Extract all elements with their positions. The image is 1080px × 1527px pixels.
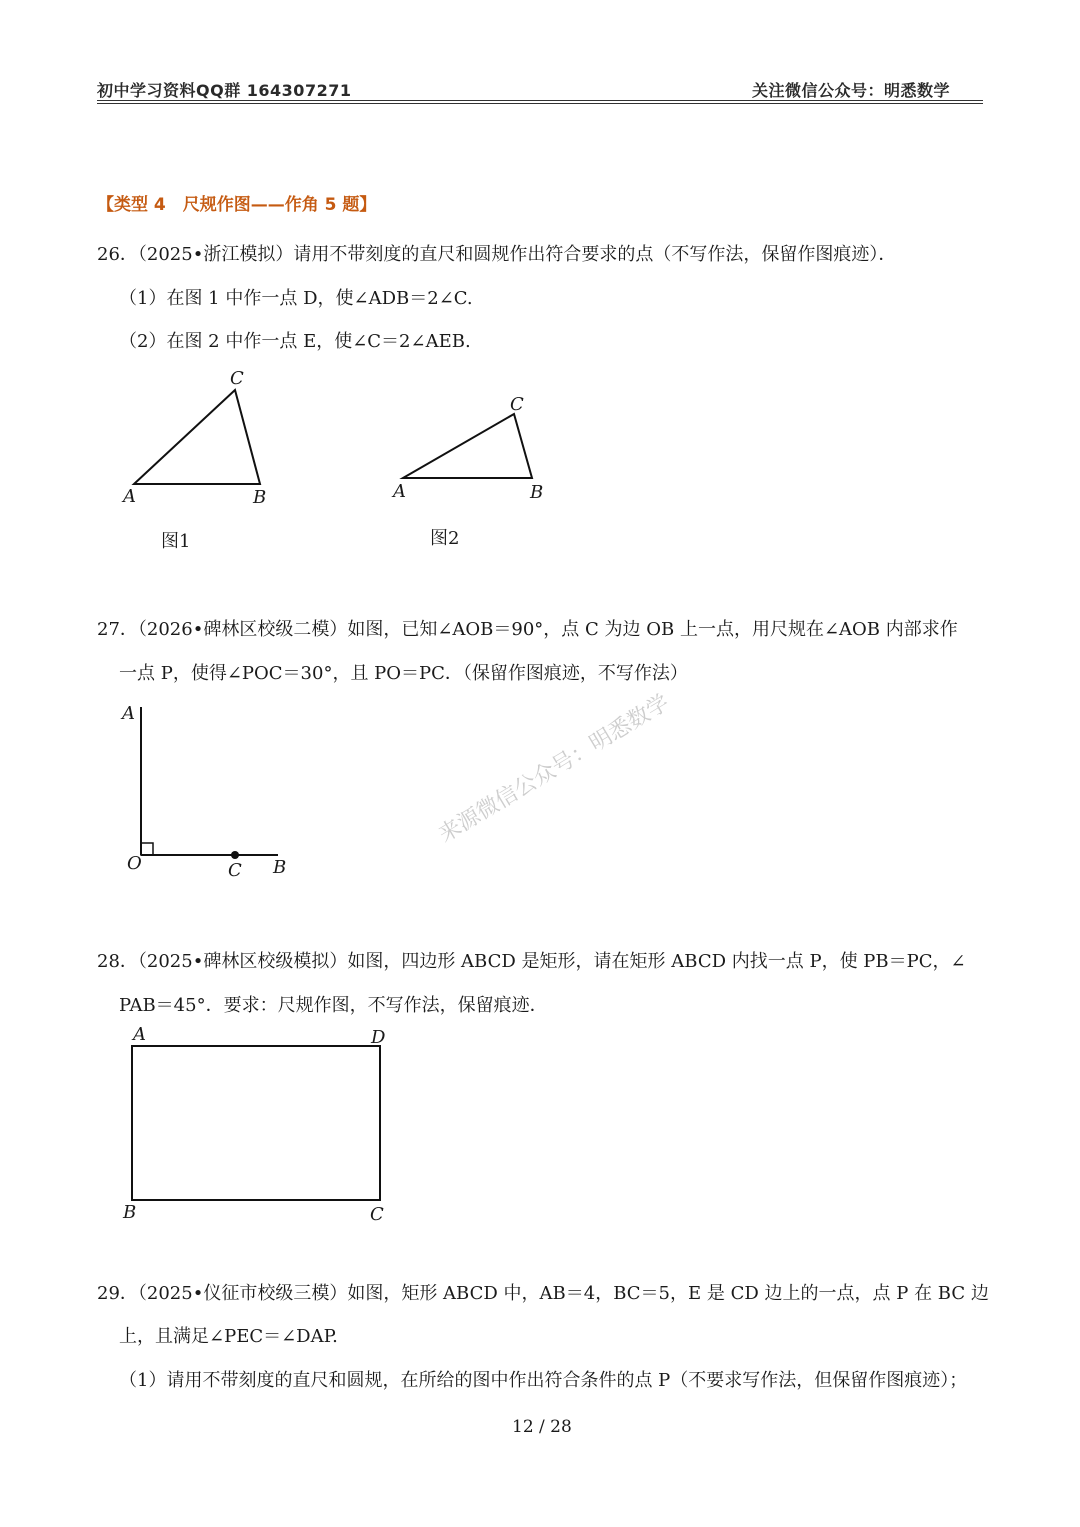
fig2-label-A: A (393, 481, 406, 502)
watermark: 来源微信公众号：明悉数学 (434, 690, 674, 848)
q28-label-C: C (370, 1204, 384, 1225)
section-title: 【类型 4 尺规作图——作角 5 题】 (97, 195, 377, 215)
q27-label-O: O (127, 853, 142, 874)
q26-part2: （2）在图 2 中作一点 E，使∠C＝2∠AEB. (119, 331, 471, 352)
q26-part1: （1）在图 1 中作一点 D，使∠ADB＝2∠C. (119, 288, 473, 309)
q28-label-D: D (371, 1027, 386, 1048)
fig2-caption: 图2 (430, 528, 460, 549)
q27-stem-line1: 27．（2026•碑林区校级二模）如图，已知∠AOB＝90°，点 C 为边 OB 上一点，用尺规在∠AOB 内部求作 (97, 619, 958, 640)
header-right: 关注微信公众号：明悉数学 (752, 81, 951, 100)
fig1-triangle (134, 390, 260, 484)
fig2-label-B: B (530, 482, 544, 503)
q27-label-B: B (273, 857, 287, 878)
fig1-caption: 图1 (161, 531, 191, 552)
q27-right-angle-mark (141, 843, 153, 855)
q28-stem-line2: PAB＝45°．要求：尺规作图，不写作法，保留痕迹． (119, 995, 548, 1016)
fig1-label-B: B (253, 487, 267, 508)
q27-label-A: A (122, 703, 135, 724)
q29-stem-line1: 29．（2025•仪征市校级三模）如图，矩形 ABCD 中，AB＝4，BC＝5，E 是 CD 边上的一点，点 P 在 BC 边 (97, 1283, 989, 1304)
q28-stem-line1: 28．（2025•碑林区校级模拟）如图，四边形 ABCD 是矩形，请在矩形 ABCD 内找一点 P，使 PB＝PC，∠ (97, 951, 966, 972)
fig2-triangle (403, 414, 532, 478)
q27-point-C (231, 851, 239, 859)
header-left: 初中学习资料QQ群 164307271 (97, 81, 352, 100)
q27-stem-line2: 一点 P，使得∠POC＝30°，且 PO＝PC．（保留作图痕迹，不写作法） (119, 663, 688, 684)
q28-rectangle (132, 1046, 380, 1200)
page-number: 12 / 28 (512, 1417, 572, 1437)
q29-stem-line2: 上，且满足∠PEC＝∠DAP. (119, 1326, 338, 1347)
fig2-label-C: C (510, 394, 524, 415)
q29-part1: （1）请用不带刻度的直尺和圆规，在所给的图中作出符合条件的点 P（不要求写作法，但保留作图痕迹）； (119, 1370, 968, 1391)
q28-label-A: A (133, 1024, 146, 1045)
fig1-label-A: A (123, 486, 136, 507)
fig1-label-C: C (230, 368, 244, 389)
q26-stem: 26．（2025•浙江模拟）请用不带刻度的直尺和圆规作出符合要求的点（不写作法，保留作图痕迹）． (97, 244, 897, 265)
q27-label-C: C (228, 860, 242, 881)
q28-label-B: B (123, 1202, 137, 1223)
